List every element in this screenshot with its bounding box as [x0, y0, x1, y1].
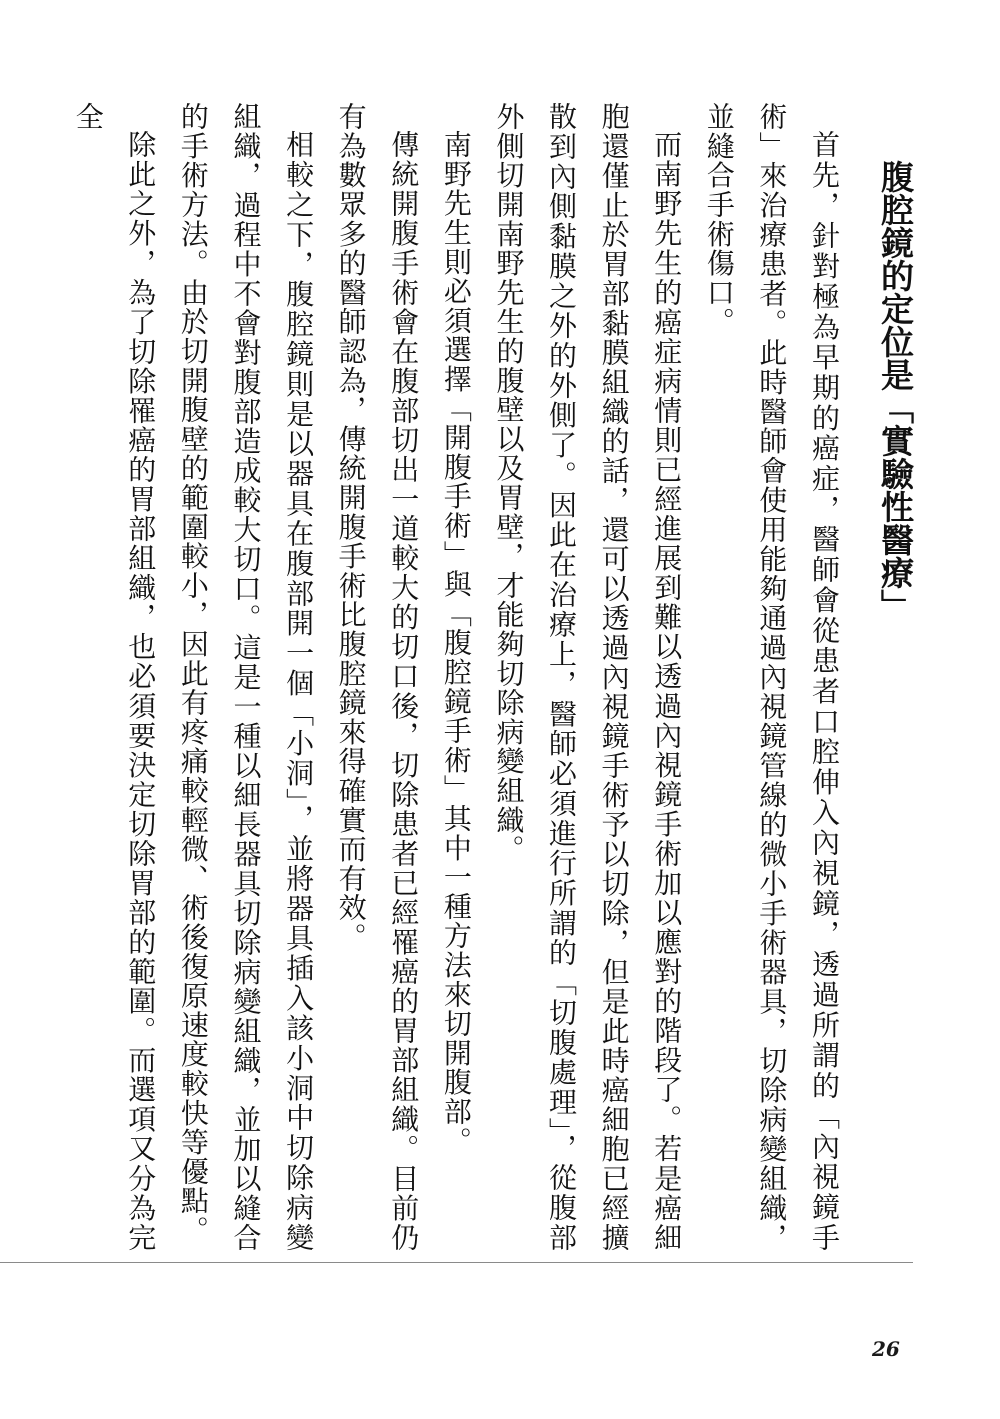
page-number: 26 [872, 1337, 900, 1361]
paragraph: 傳統開腹手術會在腹部切出一道較大的切口後，切除患者已經罹癌的胃部組織。目前仍有為數眾多的醫師認為，傳統開腹手術比腹腔鏡來得確實而有效。 [334, 102, 421, 1252]
footer-divider [0, 1262, 913, 1263]
section-heading: 腹腔鏡的定位是「實驗性醫療」 [876, 160, 915, 622]
body-text [61, 102, 850, 1252]
paragraph: 而南野先生的癌症病情則已經進展到難以透過內視鏡手術加以應對的階段了。若是癌細胞還僅止於胃部黏膜組織的話，還可以透過內視鏡手術予以切除，但是此時癌細胞已經擴散到內側黏膜之外的外側了。因此在治療上，醫師必須進行所謂的「切腹處理」，從腹部外側切開南野先生的腹壁以及胃壁，才能夠切除病變組織。 [492, 102, 684, 1252]
paragraph: 首先，針對極為早期的癌症，醫師會從患者口腔伸入內視鏡，透過所謂的「內視鏡手術」來治療患者。此時醫師會使用能夠通過內視鏡管線的微小手術器具，切除病變組織，並縫合手術傷口。 [702, 102, 841, 1252]
paragraph: 相較之下，腹腔鏡則是以器具在腹部開一個「小洞」，並將器具插入該小洞中切除病變組織，過程中不會對腹部造成較大切口。這是一種以細長器具切除病變組織，並加以縫合的手術方法。由於切開腹壁的範圍較小，因此有疼痛較輕微、術後復原速度較快等優點。 [176, 102, 316, 1252]
paragraph: 南野先生則必須選擇「開腹手術」與「腹腔鏡手術」其中一種方法來切開腹部。 [439, 130, 473, 1156]
paragraph: 除此之外，為了切除罹癌的胃部組織，也必須要決定切除胃部的範圍。而選項又分為完全 [71, 102, 158, 1252]
